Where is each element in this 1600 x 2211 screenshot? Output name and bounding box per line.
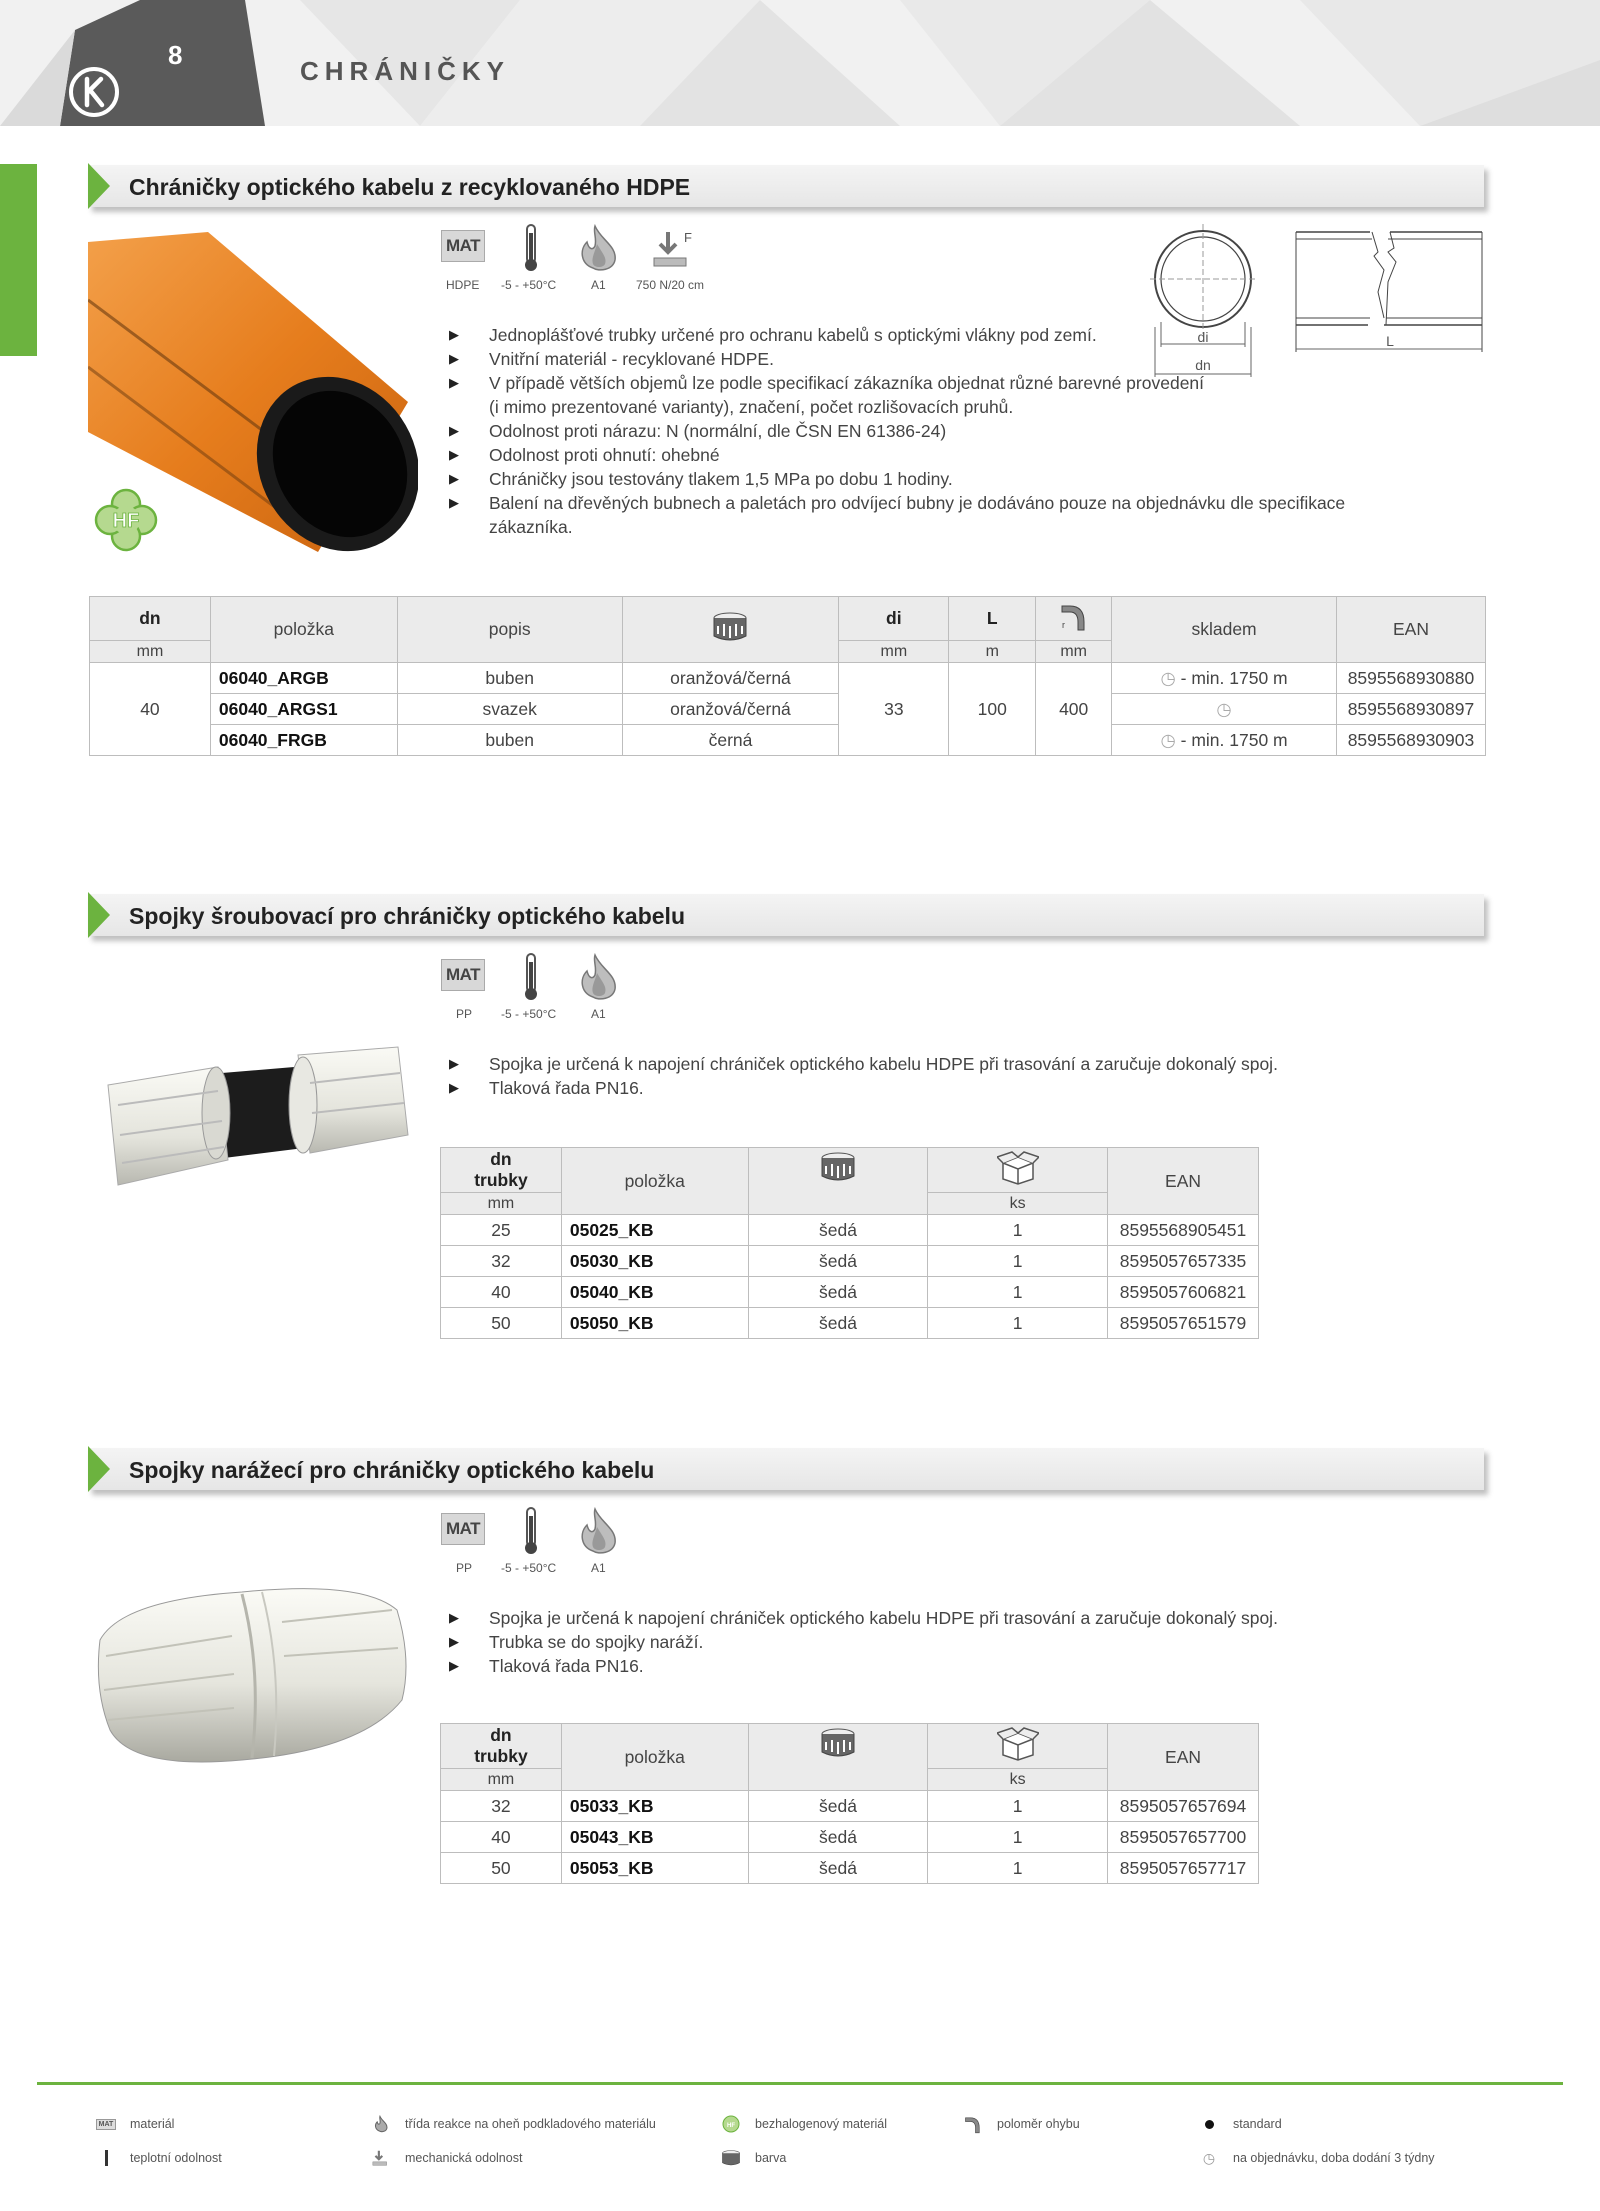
- stock-cell: ◷ - min. 1750 m: [1112, 725, 1337, 756]
- page-number-tab: [0, 0, 270, 126]
- col-header-ean: EAN: [1108, 1148, 1259, 1215]
- product-code: 05030_KB: [561, 1246, 748, 1277]
- dn-value: 40: [441, 1277, 562, 1308]
- ean-code: 8595057657717: [1108, 1853, 1259, 1884]
- screw-coupling-table: [440, 1147, 1259, 1339]
- legend-item: teplotní odolnost: [96, 2148, 222, 2168]
- color: šedá: [748, 1308, 928, 1339]
- product-code: 05033_KB: [561, 1791, 748, 1822]
- table-row: [90, 694, 1486, 725]
- color-icon: [748, 1724, 928, 1791]
- col-header-item: položka: [210, 597, 397, 663]
- pieces: 1: [928, 1822, 1108, 1853]
- color: oranžová/černá: [622, 694, 839, 725]
- product-code: 05053_KB: [561, 1853, 748, 1884]
- color: šedá: [748, 1215, 928, 1246]
- section-title: Spojky šroubovací pro chráničky optického kabelu: [129, 903, 685, 929]
- feature-item: ▶ Vnitřní materiál - recyklované HDPE.: [447, 347, 1427, 371]
- ean-code: 8595057657694: [1108, 1791, 1259, 1822]
- bend-radius-icon: [1036, 597, 1112, 641]
- side-accent-strip: [0, 164, 37, 356]
- length-value: 100: [949, 663, 1036, 756]
- table-row: [441, 1308, 1259, 1339]
- hf-badge-icon: [93, 487, 159, 553]
- product-code: 05040_KB: [561, 1277, 748, 1308]
- pieces: 1: [928, 1791, 1108, 1822]
- page-number: 8: [168, 40, 183, 70]
- feature-item: ▶ Jednoplášťové trubky určené pro ochranu kabelů s optickými vlákny pod zemí.: [447, 323, 1427, 347]
- hf-icon: [721, 2114, 741, 2134]
- table-row: [441, 1853, 1259, 1884]
- col-header-item: položka: [561, 1724, 748, 1791]
- section-heading-screw-couplings: [88, 894, 1492, 942]
- footer-divider: [37, 2082, 1563, 2085]
- flame-icon: [575, 1507, 621, 1555]
- legend-item: třída reakce na oheň podkladového materiálu: [371, 2114, 656, 2134]
- dn-value: 50: [441, 1308, 562, 1339]
- color: oranžová/černá: [622, 663, 839, 694]
- col-header-dn: dn trubky: [441, 1724, 562, 1769]
- icon-caption: HDPE: [446, 278, 480, 292]
- col-header-dn: dn trubky: [441, 1148, 562, 1193]
- ean-code: 8595568930897: [1336, 694, 1485, 725]
- col-header-description: popis: [397, 597, 622, 663]
- push-coupling-photo: [92, 1570, 412, 1776]
- legend-item: standard: [1199, 2114, 1282, 2134]
- dn-value: 25: [441, 1215, 562, 1246]
- ean-code: 8595057651579: [1108, 1308, 1259, 1339]
- unit-mm: mm: [839, 641, 949, 663]
- svg-text:F: F: [684, 230, 692, 245]
- material-icon: MAT: [441, 230, 485, 262]
- product-code: 06040_ARGB: [210, 663, 397, 694]
- flame-icon: [371, 2114, 391, 2134]
- legend-item: poloměr ohybu: [963, 2114, 1080, 2134]
- feature-item: ▶ Odolnost proti ohnutí: ohebné: [447, 443, 1427, 467]
- table-row: [441, 1246, 1259, 1277]
- col-header-ean: EAN: [1336, 597, 1485, 663]
- unit-m: m: [949, 641, 1036, 663]
- color: šedá: [748, 1791, 928, 1822]
- push-coupling-table: [440, 1723, 1259, 1884]
- pieces: 1: [928, 1308, 1108, 1339]
- icon-caption: -5 - +50°C: [501, 1007, 557, 1021]
- icon-caption: A1: [591, 1007, 606, 1021]
- push-coupling-feature-list: [447, 1606, 1447, 1678]
- force-icon: [371, 2148, 391, 2168]
- section-heading-hdpe: [88, 165, 1492, 213]
- svg-text:dn: dn: [1195, 357, 1211, 373]
- description: buben: [397, 663, 622, 694]
- thermometer-icon: [96, 2148, 116, 2168]
- thermometer-icon: [522, 1506, 540, 1556]
- table-row: [90, 663, 1486, 694]
- feature-item: ▶ Spojka je určená k napojení chrániček optického kabelu HDPE při trasování a zaručuje dokonalý spoj.: [447, 1052, 1447, 1076]
- force-icon: [652, 228, 694, 270]
- product-code: 05025_KB: [561, 1215, 748, 1246]
- feature-item: ▶ Balení na dřevěných bubnech a paletách pro odvíjecí bubny je dodáváno pouze na objednávku dle specifikace zákazníka.: [447, 491, 1427, 539]
- product-code: 06040_FRGB: [210, 725, 397, 756]
- icon-caption: PP: [456, 1561, 473, 1575]
- screw-coupling-feature-list: [447, 1052, 1447, 1100]
- table-row: [441, 1791, 1259, 1822]
- dn-value: 32: [441, 1791, 562, 1822]
- product-code: 06040_ARGS1: [210, 694, 397, 725]
- hdpe-feature-list: [447, 323, 1427, 539]
- pieces: 1: [928, 1215, 1108, 1246]
- pieces: 1: [928, 1246, 1108, 1277]
- material-icon: MAT: [441, 1513, 485, 1545]
- unit-pcs: ks: [928, 1193, 1108, 1215]
- box-icon: [928, 1148, 1108, 1193]
- ean-code: 8595057657700: [1108, 1822, 1259, 1853]
- feature-item: ▶ Tlaková řada PN16.: [447, 1654, 1447, 1678]
- ean-code: 8595057606821: [1108, 1277, 1259, 1308]
- table-row: [90, 725, 1486, 756]
- section-title: Chráničky optického kabelu z recyklovaného HDPE: [129, 174, 691, 200]
- unit-mm: mm: [441, 1769, 562, 1791]
- pieces: 1: [928, 1853, 1108, 1884]
- bend-radius-icon: [963, 2114, 983, 2134]
- description: buben: [397, 725, 622, 756]
- description: svazek: [397, 694, 622, 725]
- page-header: [0, 0, 1600, 126]
- dn-value: 40: [441, 1822, 562, 1853]
- color: šedá: [748, 1853, 928, 1884]
- icon-caption: A1: [591, 278, 606, 292]
- page-title: CHRÁNIČKY: [300, 56, 510, 86]
- pieces: 1: [928, 1277, 1108, 1308]
- legend-item: mechanická odolnost: [371, 2148, 522, 2168]
- dot-icon: [1199, 2114, 1219, 2134]
- ean-code: 8595568930880: [1336, 663, 1485, 694]
- mat-icon: MAT: [96, 2114, 116, 2134]
- feature-item: ▶ Odolnost proti nárazu: N (normální, dle ČSN EN 61386-24): [447, 419, 1427, 443]
- col-header-dn: dn: [90, 597, 211, 641]
- legend-item: HF bezhalogenový materiál: [721, 2114, 887, 2134]
- feature-item: ▶ Chráničky jsou testovány tlakem 1,5 MPa po dobu 1 hodiny.: [447, 467, 1427, 491]
- feature-item: ▶ Trubka se do spojky naráží.: [447, 1630, 1447, 1654]
- svg-text:r: r: [1061, 620, 1065, 630]
- material-icon: MAT: [441, 959, 485, 991]
- feature-item: ▶ Spojka je určená k napojení chrániček optického kabelu HDPE při trasování a zaručuje dokonalý spoj.: [447, 1606, 1447, 1630]
- thermometer-icon: [522, 952, 540, 1002]
- dn-value: 40: [90, 663, 211, 756]
- col-header-ean: EAN: [1108, 1724, 1259, 1791]
- stock-cell: ◷ - min. 1750 m: [1112, 663, 1337, 694]
- ean-code: 8595057657335: [1108, 1246, 1259, 1277]
- svg-text:L: L: [1386, 333, 1394, 349]
- flame-icon: [575, 224, 621, 272]
- table-row: [441, 1277, 1259, 1308]
- company-logo-icon: [68, 66, 120, 118]
- icon-caption: A1: [591, 1561, 606, 1575]
- feature-item: ▶ Tlaková řada PN16.: [447, 1076, 1447, 1100]
- icon-caption: -5 - +50°C: [501, 278, 557, 292]
- box-icon: [928, 1724, 1108, 1769]
- color: šedá: [748, 1277, 928, 1308]
- table-row: [441, 1215, 1259, 1246]
- svg-text:HF: HF: [727, 2123, 735, 2129]
- legend-item: ◷ na objednávku, doba dodání 3 týdny: [1199, 2148, 1435, 2168]
- hdpe-product-table: [89, 596, 1486, 756]
- clock-icon: ◷: [1216, 698, 1232, 719]
- unit-mm: mm: [1036, 641, 1112, 663]
- icon-caption: PP: [456, 1007, 473, 1021]
- unit-pcs: ks: [928, 1769, 1108, 1791]
- flame-icon: [575, 953, 621, 1001]
- svg-text:di: di: [1197, 329, 1209, 345]
- clock-icon: ◷: [1160, 667, 1176, 688]
- color-icon: [748, 1148, 928, 1215]
- color: černá: [622, 725, 839, 756]
- unit-mm: mm: [441, 1193, 562, 1215]
- icon-caption: -5 - +50°C: [501, 1561, 557, 1575]
- section-heading-push-couplings: [88, 1448, 1492, 1496]
- icon-caption: 750 N/20 cm: [636, 278, 705, 292]
- col-header-di: di: [839, 597, 949, 641]
- ean-code: 8595568930903: [1336, 725, 1485, 756]
- color: šedá: [748, 1822, 928, 1853]
- dn-value: 32: [441, 1246, 562, 1277]
- color: šedá: [748, 1246, 928, 1277]
- product-code: 05043_KB: [561, 1822, 748, 1853]
- feature-item: ▶ V případě větších objemů lze podle specifikací zákazníka objednat různé barevné provedení (i mimo prezentované varianty), značení, počet rozlišovacích pruhů.: [447, 371, 1207, 419]
- section-title: Spojky narážecí pro chráničky optického kabelu: [129, 1457, 655, 1483]
- color-icon: [721, 2148, 741, 2168]
- stock-cell: [1112, 694, 1337, 725]
- hf-badge-text: HF: [112, 510, 140, 532]
- di-value: 33: [839, 663, 949, 756]
- legend-item: MAT materiál: [96, 2114, 174, 2134]
- col-header-L: L: [949, 597, 1036, 641]
- clock-icon: ◷: [1160, 729, 1176, 750]
- col-header-item: položka: [561, 1148, 748, 1215]
- color-icon: [622, 597, 839, 663]
- legend-item: barva: [721, 2148, 786, 2168]
- ean-code: 8595568905451: [1108, 1215, 1259, 1246]
- product-code: 05050_KB: [561, 1308, 748, 1339]
- unit-mm: mm: [90, 641, 211, 663]
- table-row: [441, 1822, 1259, 1853]
- clock-icon: ◷: [1202, 2149, 1216, 2166]
- thermometer-icon: [522, 223, 540, 273]
- col-header-stock: skladem: [1112, 597, 1337, 663]
- dn-value: 50: [441, 1853, 562, 1884]
- screw-coupling-photo: [98, 1025, 414, 1195]
- bend-radius-value: 400: [1036, 663, 1112, 756]
